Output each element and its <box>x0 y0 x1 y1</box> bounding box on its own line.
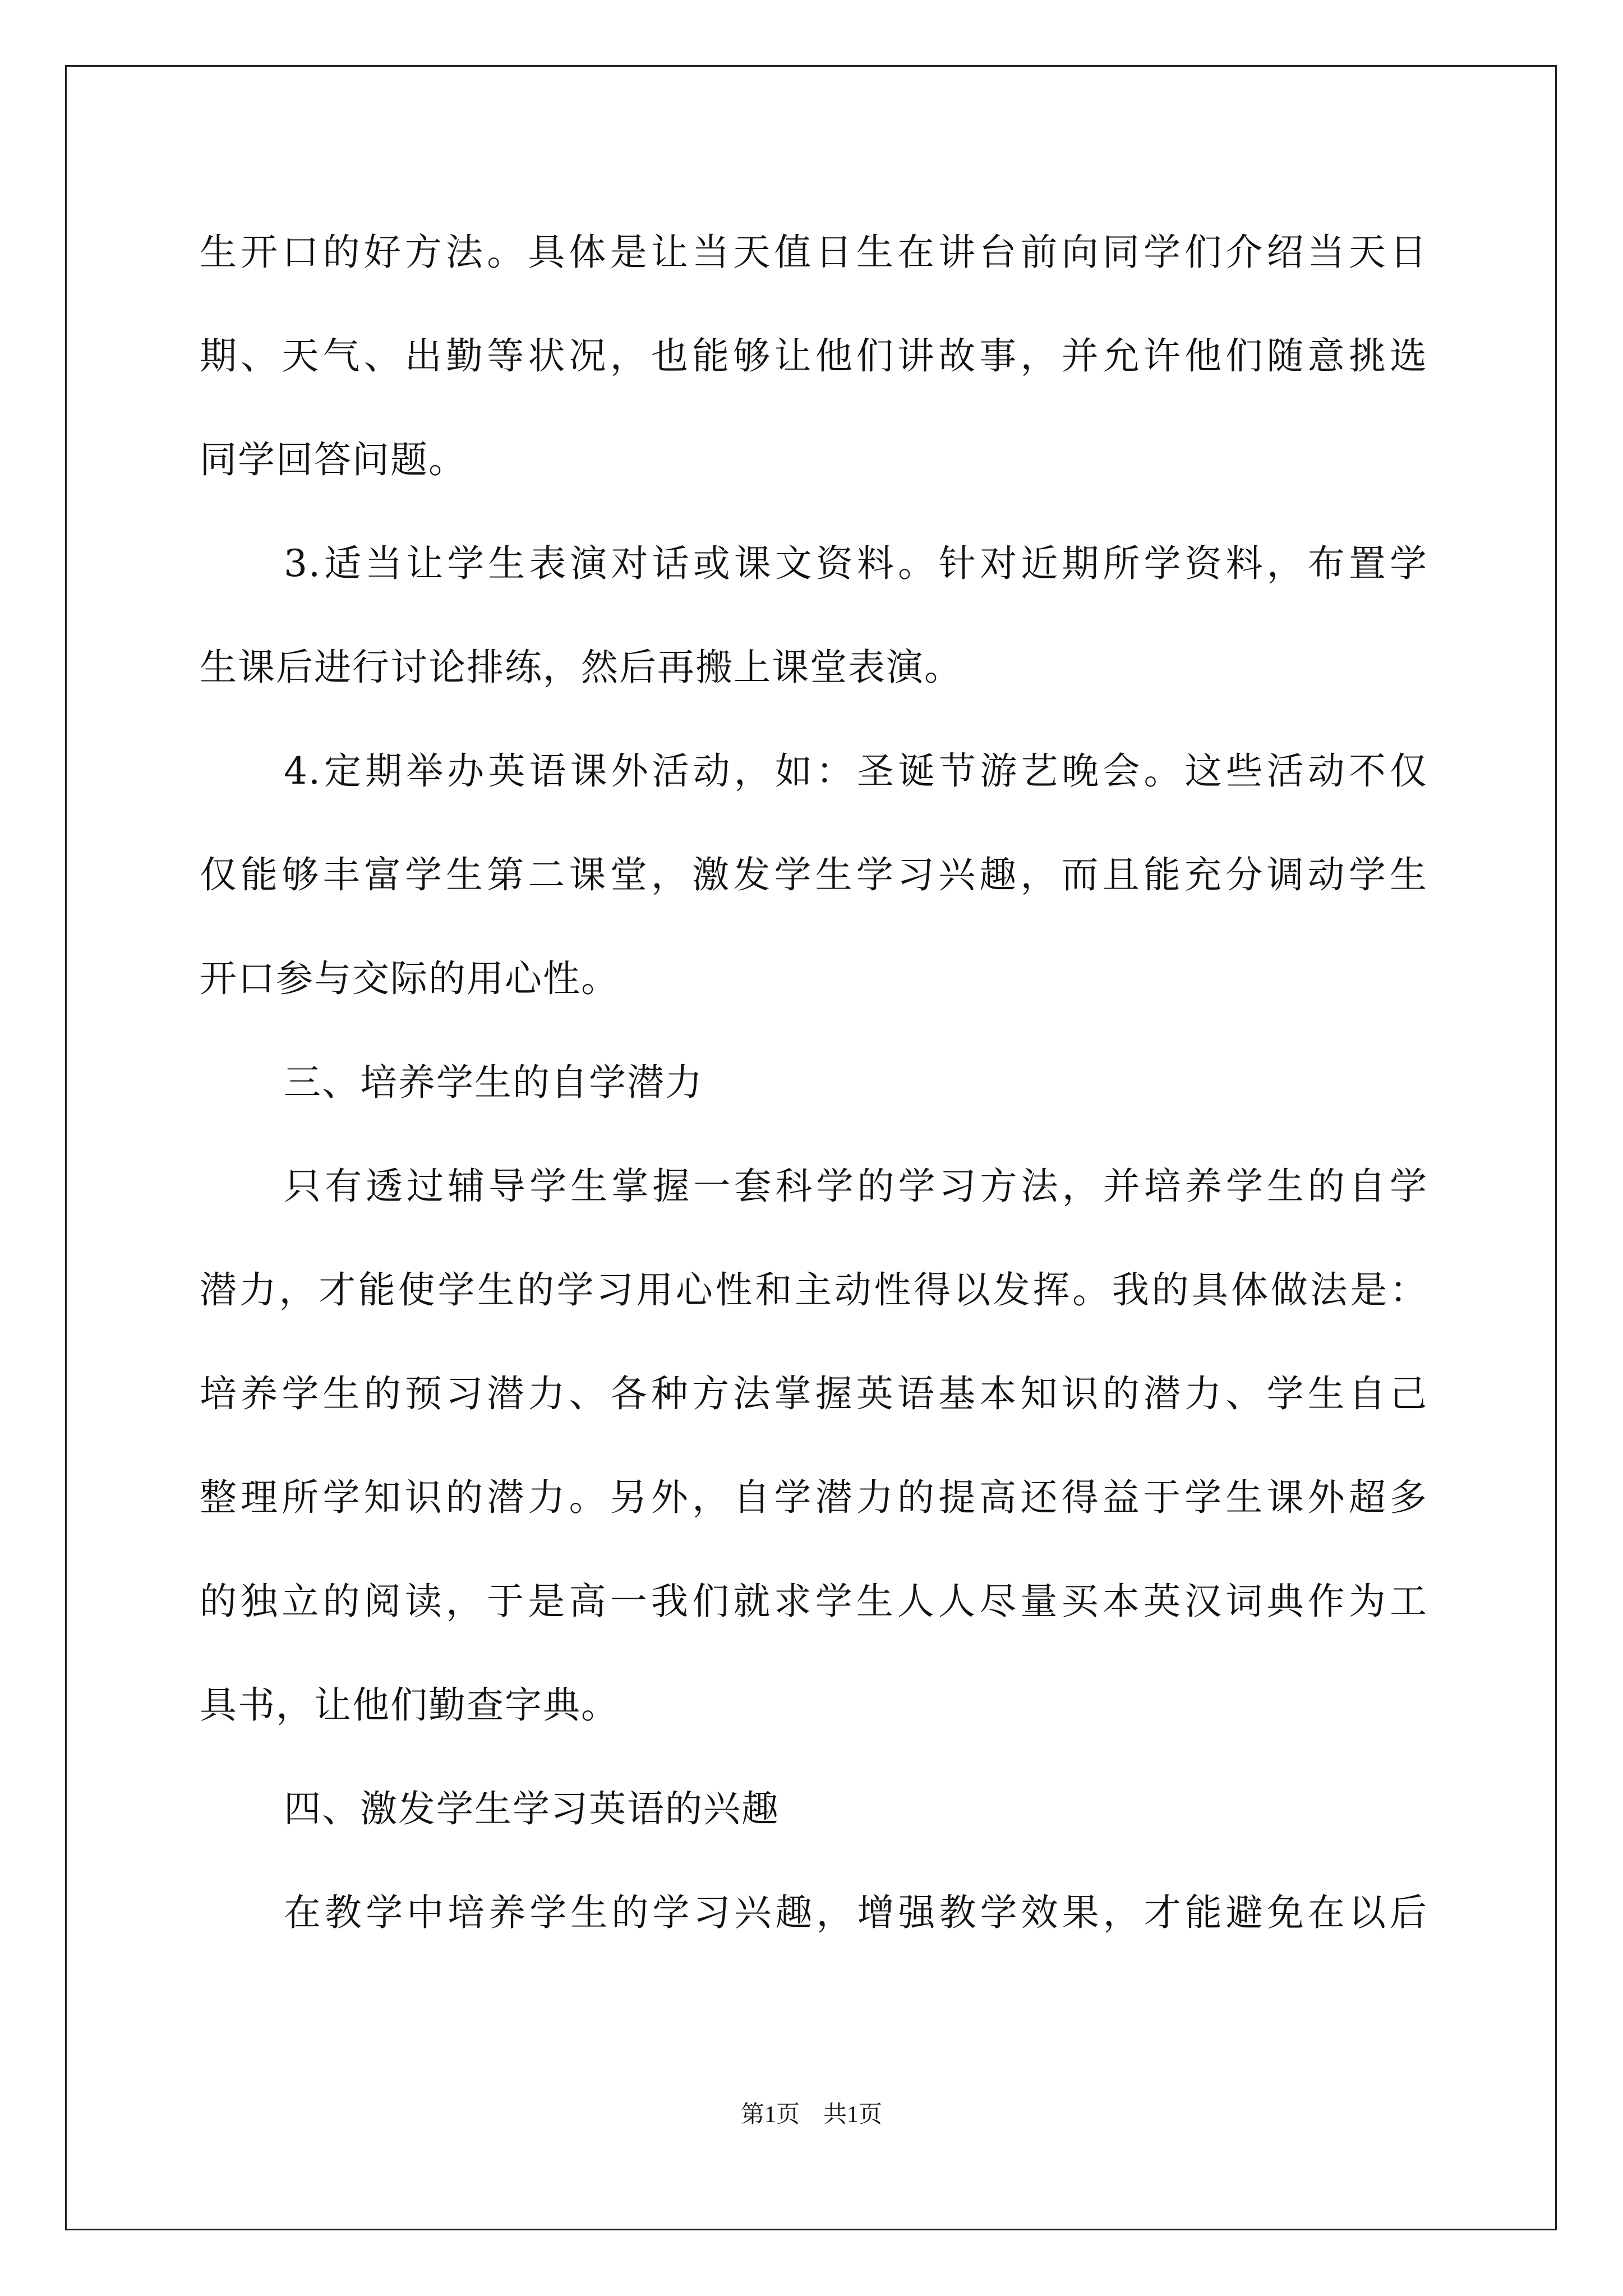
text-line: 生课后进行讨论排练，然后再搬上课堂表演。 <box>200 646 962 689</box>
text-line: 仅能够丰富学生第二课堂，激发学生学习兴趣，而且能充分调动学生 <box>200 853 1428 896</box>
section-heading: 四、激发学生学习英语的兴趣 <box>284 1787 780 1830</box>
text-line: 的独立的阅读，于是高一我们就求学生人人尽量买本英汉词典作为工 <box>200 1580 1428 1623</box>
text-line: 只有透过辅导学生掌握一套科学的学习方法，并培养学生的自学 <box>284 1165 1428 1208</box>
text-line: 期、天气、出勤等状况，也能够让他们讲故事，并允许他们随意挑选 <box>200 334 1428 378</box>
text-line: 4.定期举办英语课外活动，如：圣诞节游艺晚会。这些活动不仅 <box>284 749 1428 793</box>
text-line: 开口参与交际的用心性。 <box>200 957 619 1000</box>
text-line: 同学回答问题。 <box>200 438 467 481</box>
text-line: 潜力，才能使学生的学习用心性和主动性得以发挥。我的具体做法是： <box>200 1268 1428 1312</box>
text-line: 整理所学知识的潜力。另外，自学潜力的提高还得益于学生课外超多 <box>200 1476 1428 1519</box>
text-line: 培养学生的预习潜力、各种方法掌握英语基本知识的潜力、学生自己 <box>200 1372 1428 1415</box>
text-line: 具书，让他们勤查字典。 <box>200 1683 619 1727</box>
section-heading: 三、培养学生的自学潜力 <box>284 1061 703 1104</box>
page-footer: 第1页 共1页 <box>740 2102 882 2128</box>
text-line: 3.适当让学生表演对话或课文资料。针对近期所学资料，布置学 <box>284 542 1428 585</box>
text-line: 生开口的好方法。具体是让当天值日生在讲台前向同学们介绍当天日 <box>200 231 1428 274</box>
text-line: 在教学中培养学生的学习兴趣，增强教学效果，才能避免在以后 <box>284 1891 1428 1934</box>
